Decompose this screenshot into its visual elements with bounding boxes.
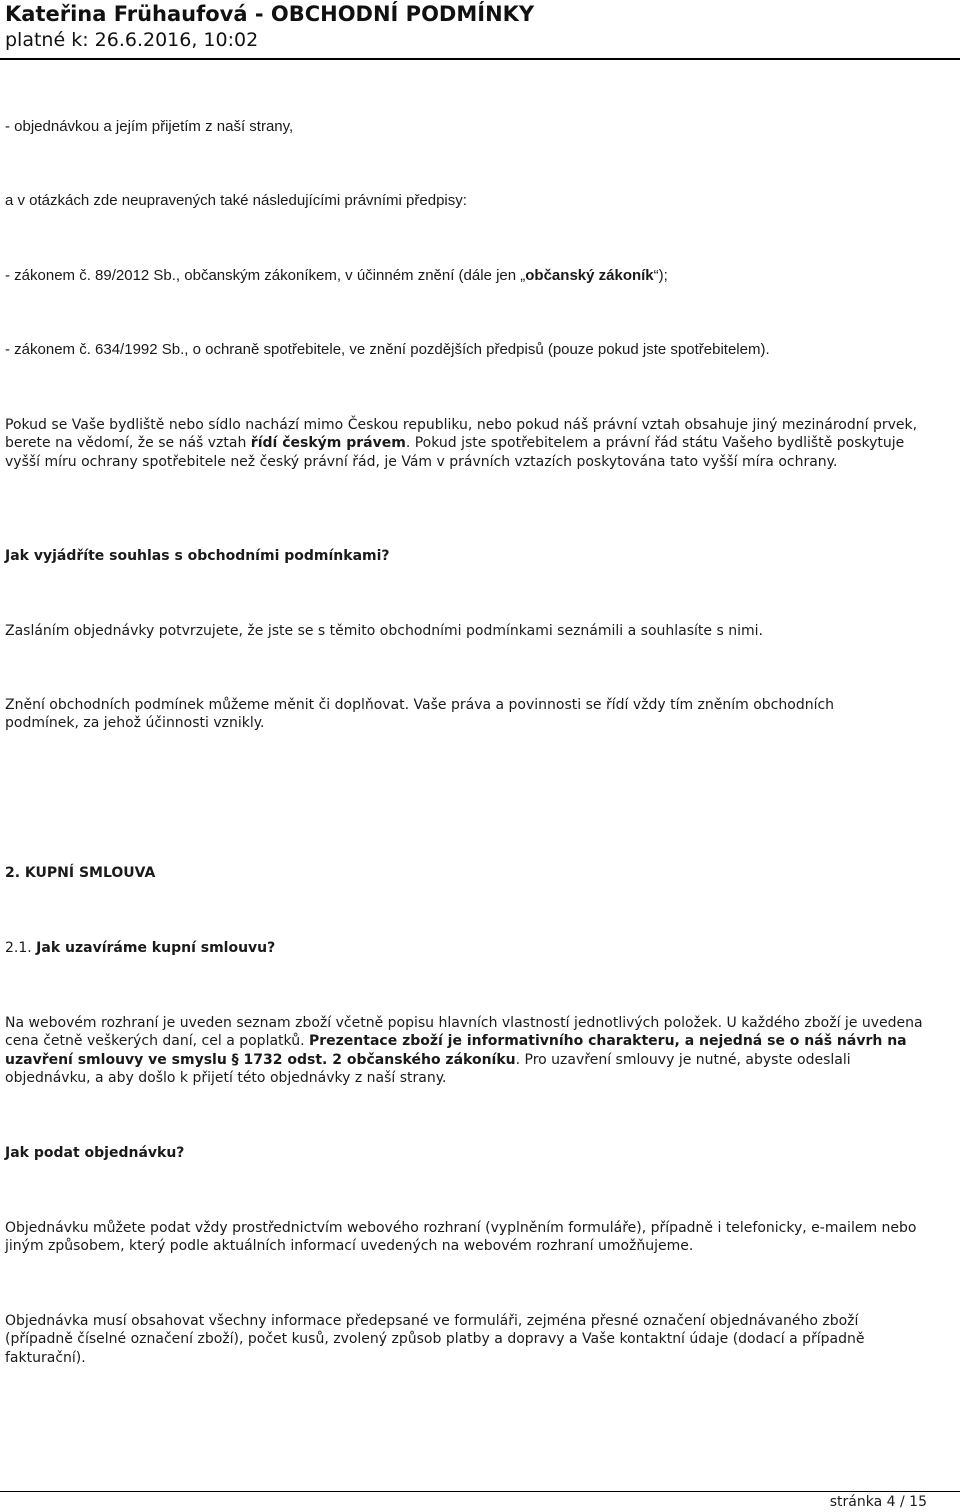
paragraph-civil-code	[5, 267, 935, 285]
paragraph-order-acceptance: - objednávkou a jejím přijetím z naší strany,	[5, 118, 294, 135]
goods-presentation-text-cont: . Pro uzavření smlouvy je nutné, abyste odeslali objednávku, a aby došlo k přijetí této objednávky z naší strany.	[5, 1051, 851, 1087]
paragraph-consumer-protection	[5, 341, 935, 359]
czech-law-term: řídí českým právem	[250, 435, 406, 452]
paragraph-order-methods: Objednávku můžete podat vždy prostřednictvím webového rozhraní (vyplněním formuláře), případně i telefonicky, e-mailem nebo jiným způsobem, který podle aktuálních informací uvedených na webovém rozhraní umožňujeme.	[5, 1220, 917, 1255]
civil-code-close: “);	[653, 267, 668, 284]
goods-presentation-text: Na webovém rozhraní je uveden seznam zboží včetně popisu hlavních vlastností jednotlivých položek. U každého zboží je uvedena cena četně veškerých daní, cel a poplatků.	[5, 1015, 923, 1050]
paragraph-goods-presentation	[5, 1014, 933, 1088]
civil-code-term: občanský zákoník	[525, 267, 654, 284]
section-heading-purchase-contract: 2. KUPNÍ SMLOUVA	[5, 865, 156, 881]
header-divider	[0, 58, 960, 60]
goods-presentation-bold: Prezentace zboží je informativního charakteru, a nejedná se o náš návrh na uzavření smlouvy ve smyslu § 1732 odst. 2 občanského zákoníku	[5, 1033, 907, 1068]
document-title: Kateřina Frühaufová - OBCHODNÍ PODMÍNKY	[5, 2, 535, 26]
paragraph-foreign-law	[5, 416, 940, 471]
paragraph-terms-change: Znění obchodních podmínek můžeme měnit či doplňovat. Vaše práva a povinnosti se řídí vždy tím zněním obchodních podmínek, za jehož účinnosti vznikly.	[5, 697, 835, 732]
page-header	[5, 0, 955, 53]
heading-how-to-order: Jak podat objednávku?	[5, 1145, 185, 1161]
paragraph-legal-regulations: a v otázkách zde neupravených také následujícími právními předpisy:	[5, 192, 467, 209]
page-number: stránka 4 / 15	[829, 1494, 927, 1510]
civil-code-text: - zákonem č. 89/2012 Sb., občanským zákoníkem, v účinném znění (dále jen „	[5, 267, 526, 284]
heading-consent: Jak vyjádříte souhlas s obchodními podmínkami?	[5, 548, 390, 564]
subsection-number: 2.1.	[5, 940, 37, 956]
foreign-law-text: Pokud se Vaše bydliště nebo sídlo nachází mimo Českou republiku, nebo pokud náš právní vztah obsahuje jiný mezinárodní prvek, berete na vědomí, že se náš vztah	[5, 417, 918, 452]
paragraph-order-contents: Objednávka musí obsahovat všechny informace předepsané ve formuláři, zejména přesné označení objednávaného zboží (případně číselné označení zboží), počet kusů, zvolený způsob platby a dopravy a Vaše kontaktní údaje (dodací a případně fakturační).	[5, 1313, 865, 1366]
foreign-law-text-cont: . Pokud jste spotřebitelem a právní řád státu Vašeho bydliště poskytuje vyšší míru ochrany spotřebitele než český právní řád, je Vám v právních vztazích poskytována tato vyšší míra ochrany.	[5, 435, 905, 470]
paragraph-consent: Zasláním objednávky potvrzujete, že jste se s těmito obchodními podmínkami seznámili a souhlasíte s nimi.	[5, 623, 763, 639]
subsection-heading-2-1	[5, 939, 935, 957]
subsection-title: Jak uzavíráme kupní smlouvu?	[36, 940, 276, 956]
document-date: platné k: 26.6.2016, 10:02	[5, 29, 259, 51]
footer-divider	[0, 1491, 960, 1492]
consumer-protection-text: - zákonem č. 634/1992 Sb., o ochraně spotřebitele, ve znění pozdějších předpisů (pouze pokud jste spotřebitelem).	[5, 341, 770, 358]
